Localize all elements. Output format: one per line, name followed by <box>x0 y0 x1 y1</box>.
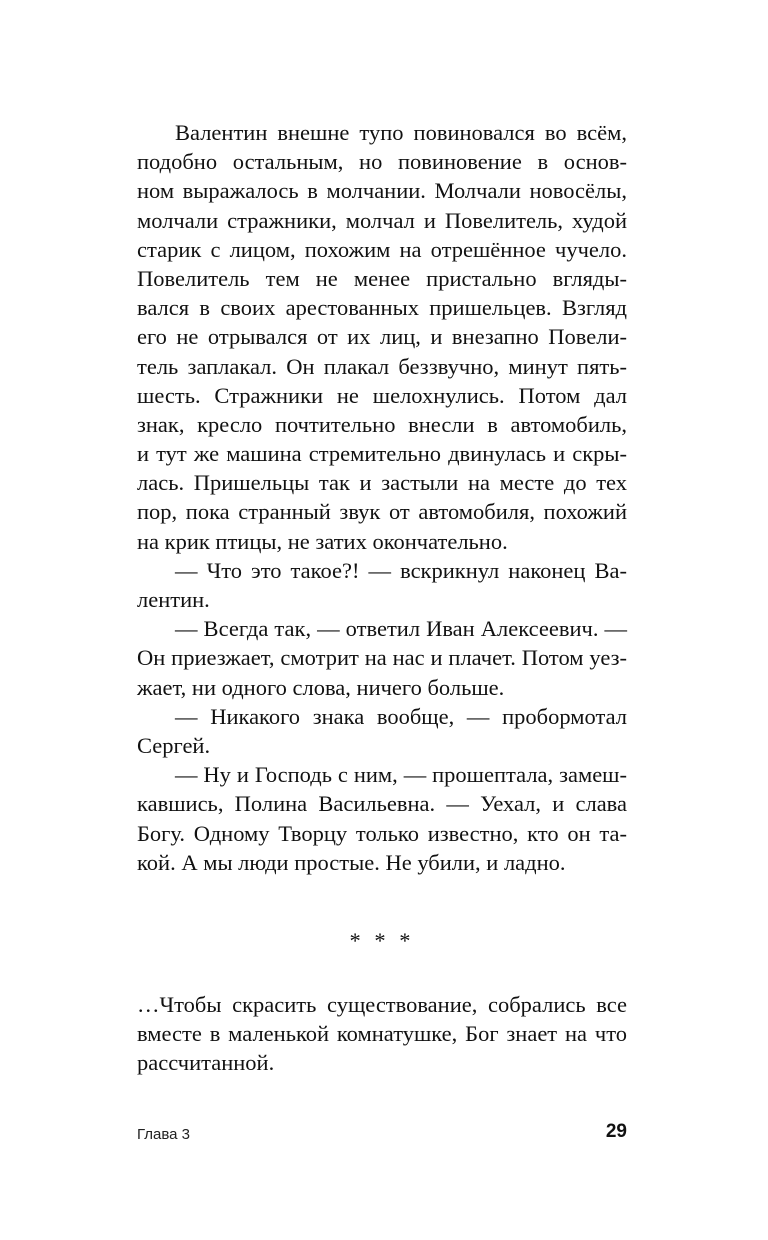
text-line: лентин. <box>137 587 210 612</box>
text-line: на крик птицы, не затих окончательно. <box>137 528 508 554</box>
text-line: молчали стражники, молчал и Повелитель, худой <box>137 207 627 233</box>
text-line: Валентин внешне тупо повиновался во всём, <box>175 120 627 145</box>
text-line: знак, кресло почтительно внесли в автомобиль, <box>137 411 627 437</box>
text-line: его не отрывался от их лиц, и внезапно Повели- <box>137 324 627 350</box>
text-line: жает, ни одного слова, ничего больше. <box>137 674 505 700</box>
page-number: 29 <box>605 1121 627 1142</box>
text-line: — Ну и Господь с ним, — прошептала, замеш- <box>175 762 627 788</box>
text-line: и тут же машина стремительно двинулась и скры- <box>137 441 627 467</box>
text-line: пор, пока странный звук от автомобиля, похожий <box>137 499 627 525</box>
text-line: кой. А мы люди простые. Не убили, и ладно. <box>137 849 566 875</box>
second-section-text <box>137 990 627 1078</box>
text-line: — Всегда так, — ответил Иван Алексеевич. — <box>175 616 627 642</box>
text-line: вался в своих арестованных пришельцев. Взгляд <box>137 295 627 321</box>
text-line: — Что это такое?! — вскрикнул наконец Ва- <box>175 557 627 583</box>
text-line: шесть. Стражники не шелохнулись. Потом дал <box>137 382 627 408</box>
text-line: Богу. Одному Творцу только известно, кто он та- <box>137 820 627 846</box>
text-line: — Никакого знака вообще, — пробормотал <box>175 703 627 729</box>
text-line: Сергей. <box>137 732 211 758</box>
text-line: ном выражалось в молчании. Молчали новосёлы, <box>137 178 627 204</box>
section-separator: * * * <box>349 928 415 953</box>
text-line: …Чтобы скрасить существование, собрались все <box>137 992 627 1017</box>
text-line: Он приезжает, смотрит на нас и плачет. Потом уез- <box>137 645 627 671</box>
text-line: Повелитель тем не менее пристально вгляды- <box>137 265 627 291</box>
text-line: рассчитанной. <box>137 1050 275 1076</box>
text-line: кавшись, Полина Васильевна. — Уехал, и слава <box>137 791 627 817</box>
text-line: старик с лицом, похожим на отрешённое чучело. <box>137 236 627 262</box>
text-line: лась. Пришельцы так и застыли на месте до тех <box>137 470 627 496</box>
text-line: тель заплакал. Он плакал беззвучно, минут пять- <box>137 353 627 379</box>
text-line: подобно остальным, но повиновение в основ- <box>137 149 627 175</box>
text-line: вместе в маленькой комнатушке, Бог знает на что <box>137 1021 627 1047</box>
running-footer-chapter: Глава 3 <box>137 1126 191 1143</box>
main-text-block <box>137 118 627 877</box>
